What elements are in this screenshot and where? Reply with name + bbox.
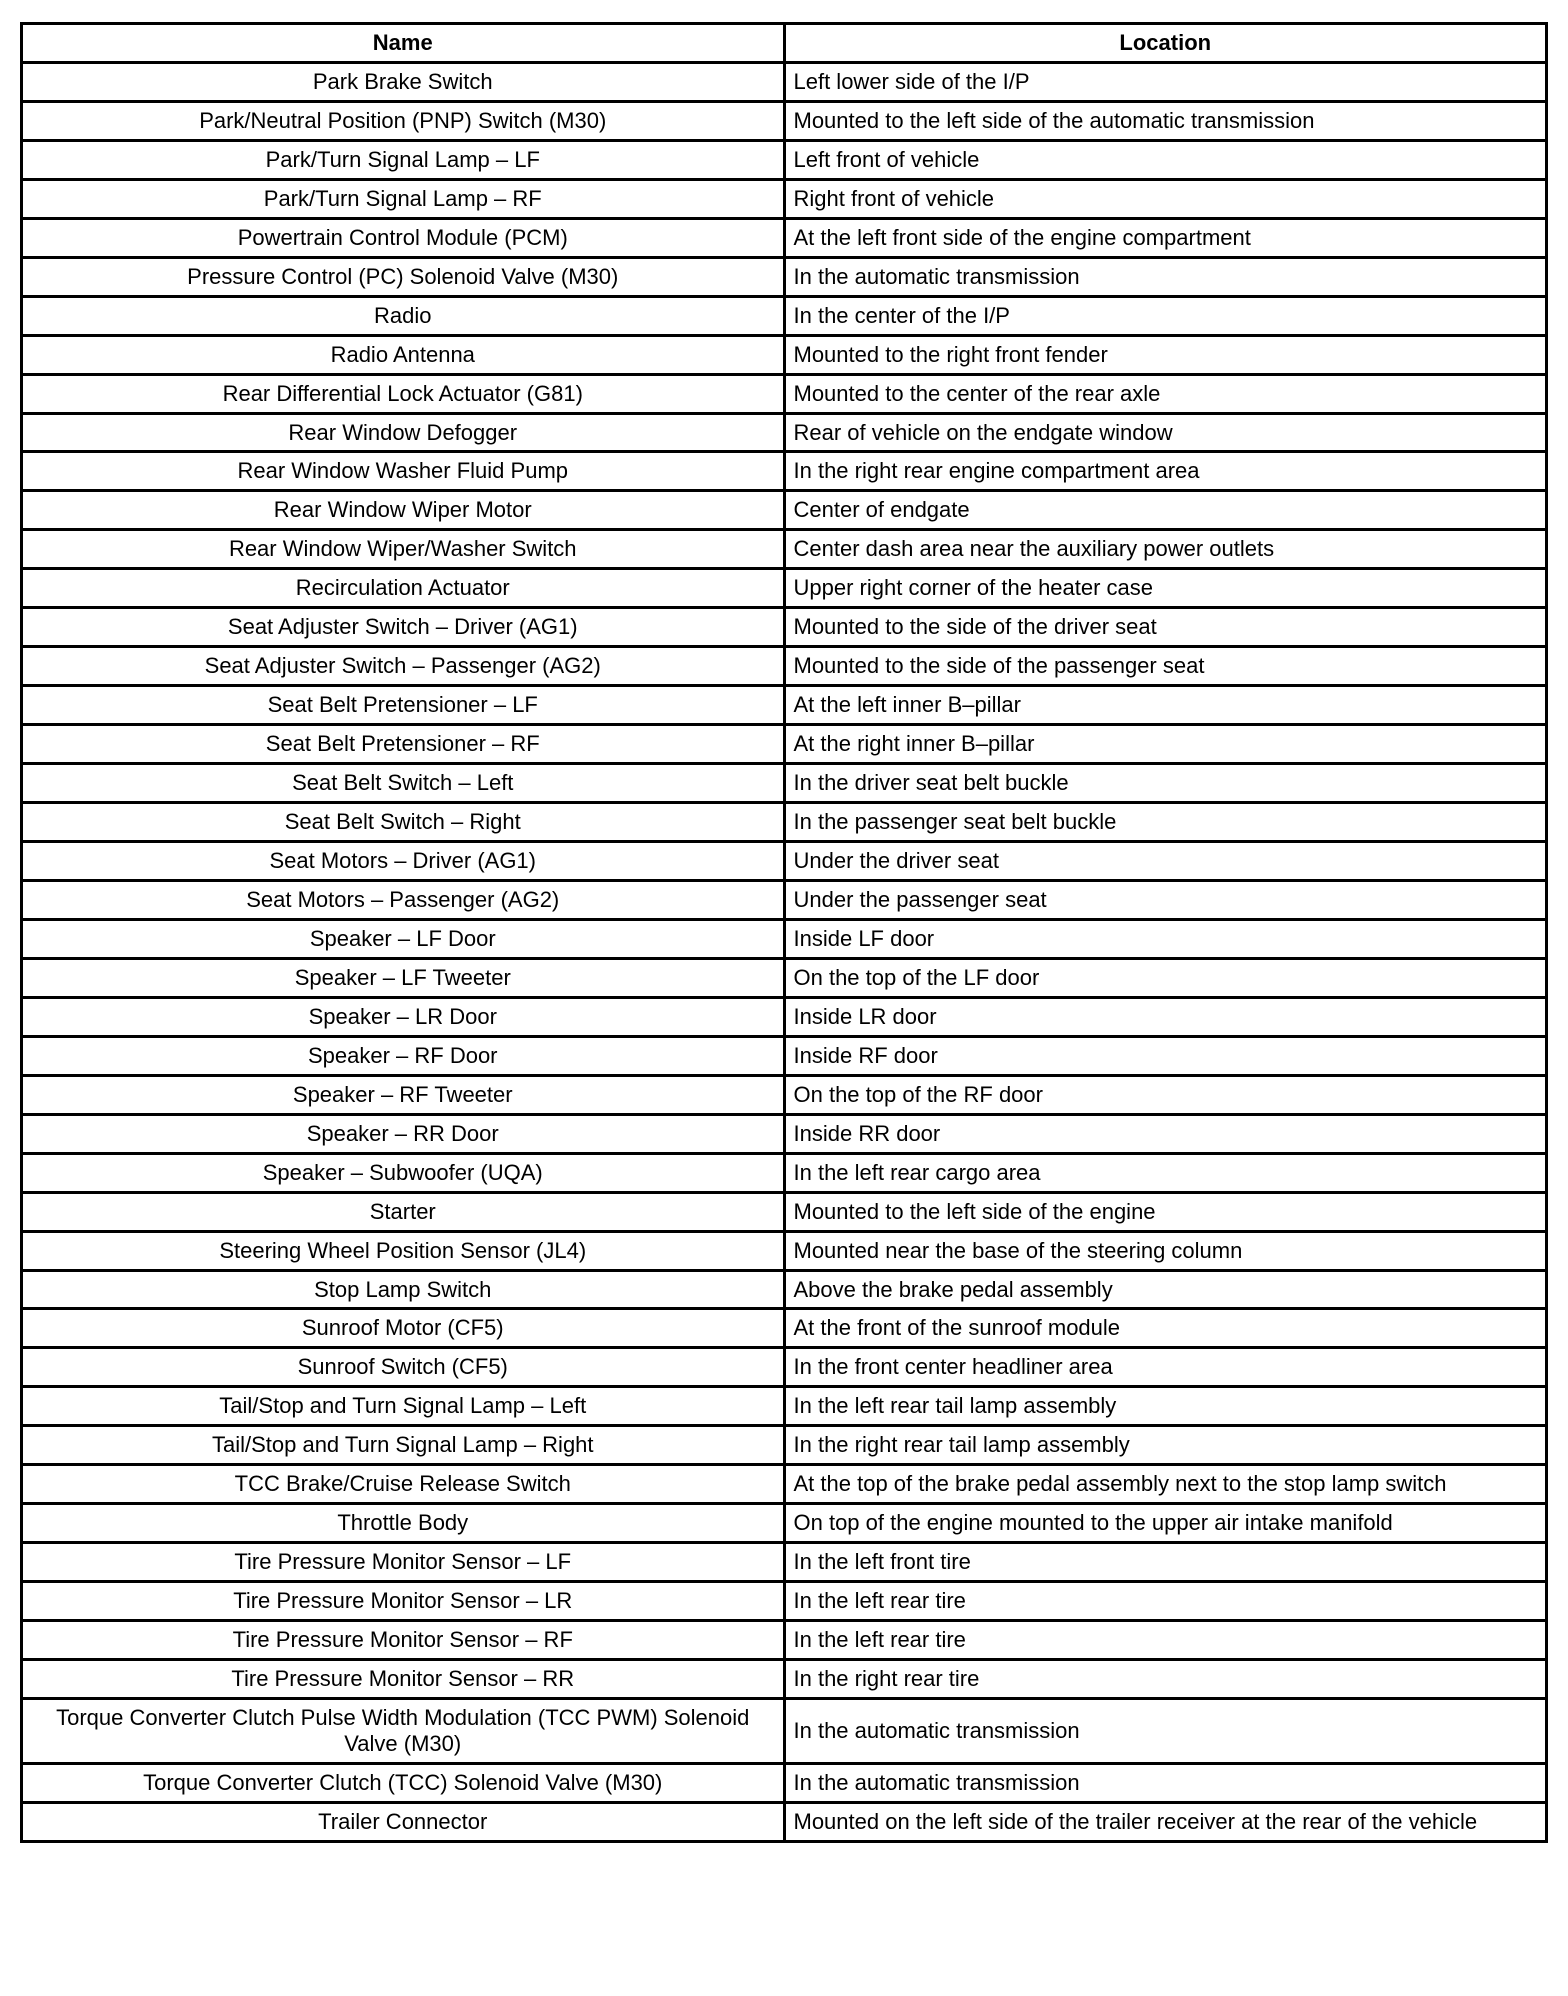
table-row	[22, 569, 1547, 608]
table-row	[22, 413, 1547, 452]
name-cell: Tail/Stop and Turn Signal Lamp – Left	[22, 1387, 785, 1426]
table-row	[22, 1621, 1547, 1660]
location-cell: At the front of the sunroof module	[784, 1309, 1547, 1348]
component-location-table	[20, 22, 1548, 1843]
name-cell: Torque Converter Clutch (TCC) Solenoid Valve (M30)	[22, 1763, 785, 1802]
name-cell: Torque Converter Clutch Pulse Width Modulation (TCC PWM) Solenoid Valve (M30)	[22, 1698, 785, 1763]
table-row	[22, 608, 1547, 647]
column-header-location: Location	[784, 24, 1547, 63]
table-row	[22, 1036, 1547, 1075]
location-cell: At the left front side of the engine compartment	[784, 218, 1547, 257]
table-row	[22, 1763, 1547, 1802]
table-row	[22, 803, 1547, 842]
name-cell: Tire Pressure Monitor Sensor – RR	[22, 1660, 785, 1699]
location-cell: Inside RR door	[784, 1114, 1547, 1153]
name-cell: Stop Lamp Switch	[22, 1270, 785, 1309]
name-cell: Park Brake Switch	[22, 62, 785, 101]
location-cell: Upper right corner of the heater case	[784, 569, 1547, 608]
name-cell: Seat Belt Pretensioner – LF	[22, 686, 785, 725]
location-cell: At the right inner B–pillar	[784, 725, 1547, 764]
name-cell: Seat Adjuster Switch – Passenger (AG2)	[22, 647, 785, 686]
location-cell: Mounted to the center of the rear axle	[784, 374, 1547, 413]
table-header	[22, 24, 1547, 63]
name-cell: Rear Window Wiper Motor	[22, 491, 785, 530]
table-row	[22, 1231, 1547, 1270]
location-cell: On the top of the LF door	[784, 958, 1547, 997]
name-cell: Powertrain Control Module (PCM)	[22, 218, 785, 257]
location-cell: In the left rear tail lamp assembly	[784, 1387, 1547, 1426]
table-row	[22, 1698, 1547, 1763]
table-row	[22, 530, 1547, 569]
name-cell: Sunroof Switch (CF5)	[22, 1348, 785, 1387]
table-row	[22, 1660, 1547, 1699]
location-cell: Inside LF door	[784, 919, 1547, 958]
table-row	[22, 257, 1547, 296]
name-cell: Radio	[22, 296, 785, 335]
table-row	[22, 1465, 1547, 1504]
name-cell: Speaker – RF Tweeter	[22, 1075, 785, 1114]
name-cell: Seat Motors – Passenger (AG2)	[22, 880, 785, 919]
name-cell: Tire Pressure Monitor Sensor – LF	[22, 1543, 785, 1582]
table-row	[22, 1309, 1547, 1348]
name-cell: Park/Turn Signal Lamp – RF	[22, 179, 785, 218]
name-cell: Rear Window Wiper/Washer Switch	[22, 530, 785, 569]
location-cell: Mounted on the left side of the trailer receiver at the rear of the vehicle	[784, 1802, 1547, 1841]
table-body	[22, 62, 1547, 1841]
table-row	[22, 1802, 1547, 1841]
table-row	[22, 1543, 1547, 1582]
location-cell: Inside RF door	[784, 1036, 1547, 1075]
name-cell: Seat Motors – Driver (AG1)	[22, 842, 785, 881]
name-cell: Speaker – LF Door	[22, 919, 785, 958]
name-cell: Seat Belt Pretensioner – RF	[22, 725, 785, 764]
name-cell: Throttle Body	[22, 1504, 785, 1543]
table-row	[22, 1504, 1547, 1543]
location-cell: On top of the engine mounted to the upper air intake manifold	[784, 1504, 1547, 1543]
location-cell: In the right rear tail lamp assembly	[784, 1426, 1547, 1465]
name-cell: Rear Differential Lock Actuator (G81)	[22, 374, 785, 413]
location-cell: Under the passenger seat	[784, 880, 1547, 919]
table-row	[22, 880, 1547, 919]
table-row	[22, 491, 1547, 530]
table-row	[22, 919, 1547, 958]
table-row	[22, 1192, 1547, 1231]
name-cell: Sunroof Motor (CF5)	[22, 1309, 785, 1348]
name-cell: Tail/Stop and Turn Signal Lamp – Right	[22, 1426, 785, 1465]
location-cell: At the top of the brake pedal assembly next to the stop lamp switch	[784, 1465, 1547, 1504]
name-cell: Tire Pressure Monitor Sensor – RF	[22, 1621, 785, 1660]
table-row	[22, 997, 1547, 1036]
table-row	[22, 764, 1547, 803]
name-cell: Seat Belt Switch – Right	[22, 803, 785, 842]
name-cell: Seat Belt Switch – Left	[22, 764, 785, 803]
location-cell: Inside LR door	[784, 997, 1547, 1036]
location-cell: In the left rear tire	[784, 1621, 1547, 1660]
name-cell: Recirculation Actuator	[22, 569, 785, 608]
location-cell: In the automatic transmission	[784, 1698, 1547, 1763]
name-cell: Tire Pressure Monitor Sensor – LR	[22, 1582, 785, 1621]
location-cell: Mounted to the right front fender	[784, 335, 1547, 374]
location-cell: In the right rear engine compartment area	[784, 452, 1547, 491]
location-cell: In the left rear cargo area	[784, 1153, 1547, 1192]
location-cell: Right front of vehicle	[784, 179, 1547, 218]
location-cell: Center of endgate	[784, 491, 1547, 530]
name-cell: Trailer Connector	[22, 1802, 785, 1841]
location-cell: In the passenger seat belt buckle	[784, 803, 1547, 842]
table-row	[22, 1426, 1547, 1465]
name-cell: Seat Adjuster Switch – Driver (AG1)	[22, 608, 785, 647]
name-cell: Speaker – Subwoofer (UQA)	[22, 1153, 785, 1192]
table-row	[22, 1270, 1547, 1309]
table-row	[22, 842, 1547, 881]
location-cell: Mounted to the side of the driver seat	[784, 608, 1547, 647]
location-cell: In the automatic transmission	[784, 1763, 1547, 1802]
table-row	[22, 374, 1547, 413]
location-cell: Mounted to the left side of the engine	[784, 1192, 1547, 1231]
table-row	[22, 335, 1547, 374]
name-cell: Radio Antenna	[22, 335, 785, 374]
name-cell: Speaker – LF Tweeter	[22, 958, 785, 997]
location-cell: In the center of the I/P	[784, 296, 1547, 335]
table-row	[22, 140, 1547, 179]
location-cell: In the front center headliner area	[784, 1348, 1547, 1387]
table-row	[22, 1114, 1547, 1153]
name-cell: Speaker – RF Door	[22, 1036, 785, 1075]
location-cell: In the left rear tire	[784, 1582, 1547, 1621]
name-cell: Rear Window Defogger	[22, 413, 785, 452]
table-row	[22, 1387, 1547, 1426]
name-cell: Steering Wheel Position Sensor (JL4)	[22, 1231, 785, 1270]
location-cell: Mounted to the side of the passenger seat	[784, 647, 1547, 686]
name-cell: Pressure Control (PC) Solenoid Valve (M30)	[22, 257, 785, 296]
table-row	[22, 1075, 1547, 1114]
location-cell: Under the driver seat	[784, 842, 1547, 881]
location-cell: In the right rear tire	[784, 1660, 1547, 1699]
table-row	[22, 1582, 1547, 1621]
table-row	[22, 218, 1547, 257]
table-row	[22, 296, 1547, 335]
table-row	[22, 686, 1547, 725]
table-row	[22, 179, 1547, 218]
name-cell: Speaker – RR Door	[22, 1114, 785, 1153]
name-cell: Starter	[22, 1192, 785, 1231]
table-row	[22, 725, 1547, 764]
location-cell: Left front of vehicle	[784, 140, 1547, 179]
table-row	[22, 958, 1547, 997]
location-cell: On the top of the RF door	[784, 1075, 1547, 1114]
location-cell: Mounted to the left side of the automatic transmission	[784, 101, 1547, 140]
name-cell: Park/Neutral Position (PNP) Switch (M30)	[22, 101, 785, 140]
header-row	[22, 24, 1547, 63]
table-row	[22, 62, 1547, 101]
table-row	[22, 647, 1547, 686]
location-cell: In the driver seat belt buckle	[784, 764, 1547, 803]
name-cell: Speaker – LR Door	[22, 997, 785, 1036]
table-row	[22, 1153, 1547, 1192]
table-row	[22, 101, 1547, 140]
column-header-name: Name	[22, 24, 785, 63]
name-cell: Rear Window Washer Fluid Pump	[22, 452, 785, 491]
table-row	[22, 452, 1547, 491]
name-cell: Park/Turn Signal Lamp – LF	[22, 140, 785, 179]
location-cell: Mounted near the base of the steering column	[784, 1231, 1547, 1270]
table-row	[22, 1348, 1547, 1387]
location-cell: In the left front tire	[784, 1543, 1547, 1582]
location-cell: Rear of vehicle on the endgate window	[784, 413, 1547, 452]
location-cell: Center dash area near the auxiliary power outlets	[784, 530, 1547, 569]
location-cell: At the left inner B–pillar	[784, 686, 1547, 725]
location-cell: Above the brake pedal assembly	[784, 1270, 1547, 1309]
name-cell: TCC Brake/Cruise Release Switch	[22, 1465, 785, 1504]
location-cell: In the automatic transmission	[784, 257, 1547, 296]
location-cell: Left lower side of the I/P	[784, 62, 1547, 101]
